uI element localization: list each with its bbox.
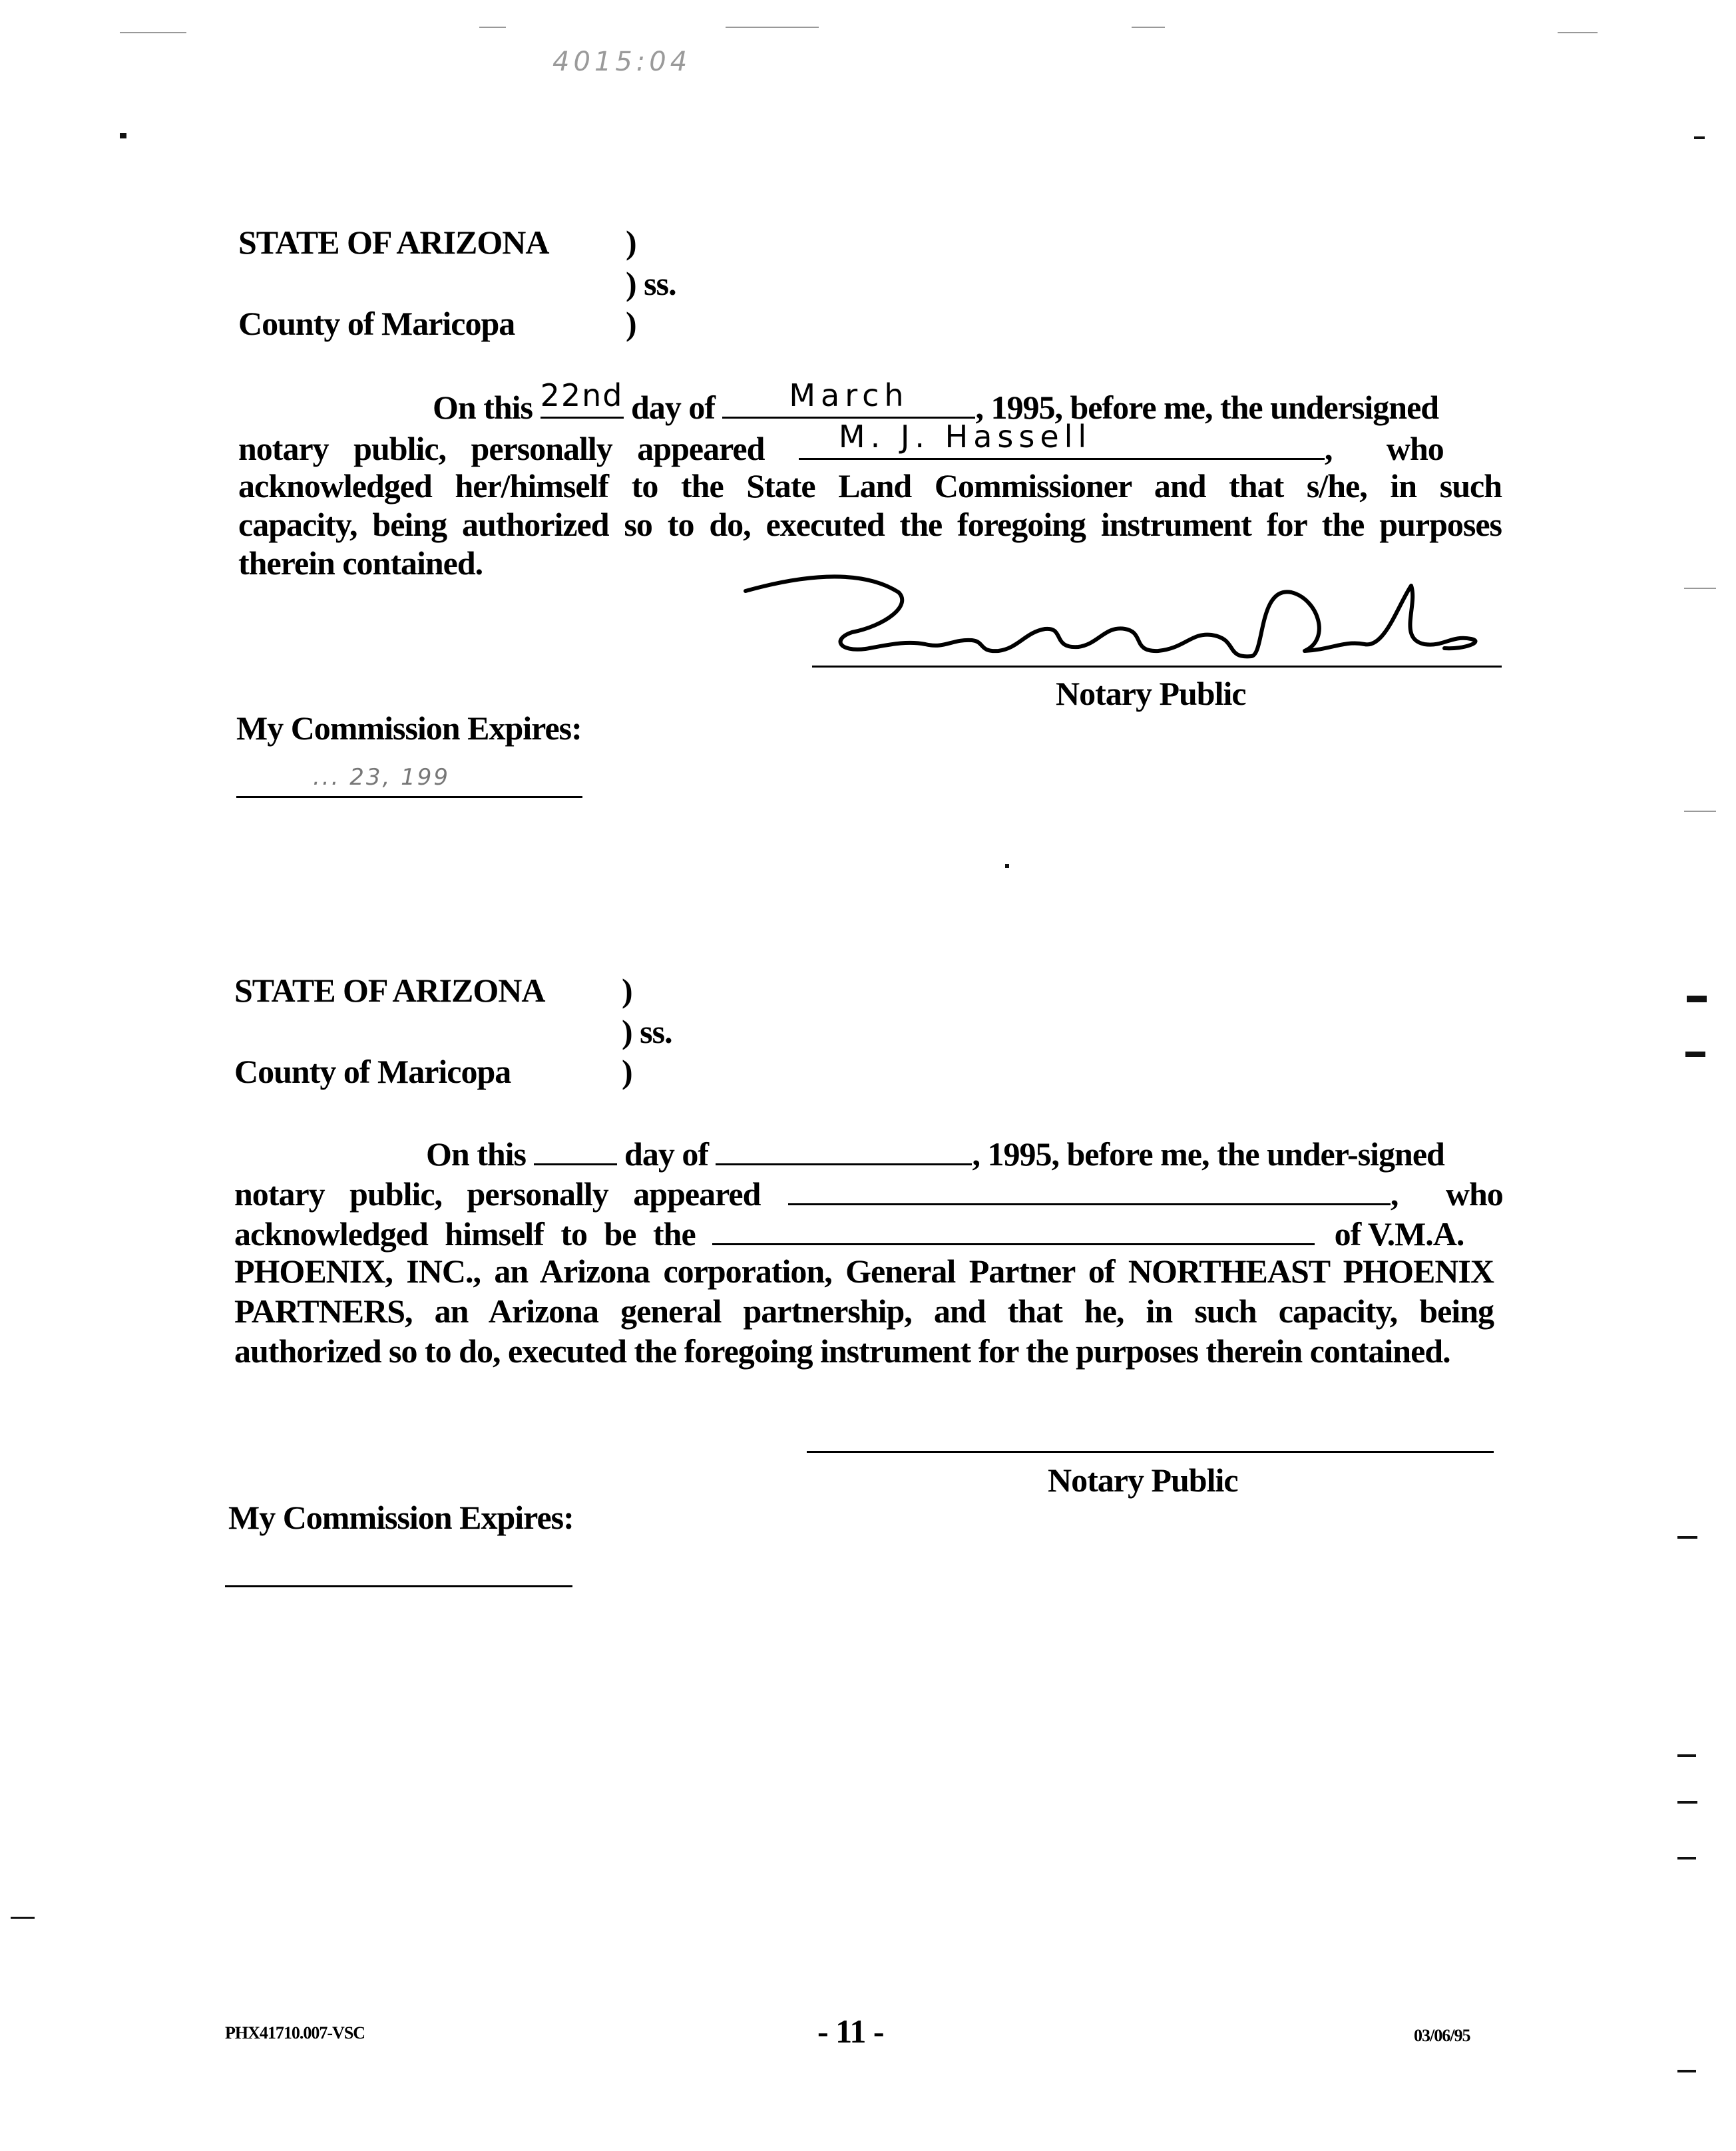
notary-signature-line [807,1451,1494,1453]
scan-artifact [120,32,186,33]
scan-artifact [1558,32,1598,33]
day-of-label: day of [624,1135,708,1173]
scan-artifact [1677,1536,1697,1539]
scan-artifact [1132,27,1165,28]
commission-expires-line [225,1585,572,1587]
notary-signature-line [812,666,1502,668]
appeared-name-handwritten: M. J. Hassell [838,419,1092,455]
document-id: PHX41710.007-VSC [225,2023,365,2043]
commission-expires-value: ... 23, 199 [313,764,451,791]
scan-artifact [1677,1801,1697,1804]
year-clause: , 1995, before me, the undersigned [975,389,1439,426]
day-field [540,377,624,419]
day-handwritten: 22nd [540,377,624,413]
appeared-name-field [788,1171,1391,1205]
notary-signature [732,566,1504,679]
commission-expires-label: My Commission Expires: [236,709,582,747]
ss-label: ) ss. [626,265,676,302]
commission-expires-label: My Commission Expires: [228,1499,574,1536]
personally-appeared-label: notary public, personally appeared [238,430,765,467]
page-number: - 11 - [817,2013,884,2050]
paren: ) [622,972,632,1009]
state-heading: STATE OF ARIZONA [234,972,545,1009]
paren: ) [622,1053,632,1090]
scan-artifact [1685,1052,1705,1057]
on-this-label: On this [426,1135,527,1173]
acknowledgment-line-5: therein contained. [238,544,483,582]
scan-artifact [1694,136,1705,139]
on-this-label: On this [433,389,533,426]
who-label: , who [1390,1175,1503,1213]
scan-artifact [1684,811,1716,812]
ss-label: ) ss. [622,1013,672,1050]
scan-artifact [11,1917,35,1919]
acknowledgment-line-2 [234,1171,1503,1214]
notary-public-label: Notary Public [1048,1462,1238,1499]
month-field [716,1131,972,1165]
top-stamp: 4015:04 [552,47,692,77]
acknowledgment-line-3: acknowledged her/himself to the State Land Commissioner and that s/he, in such [238,467,1502,504]
month-field [722,377,975,419]
scan-artifact [726,27,819,28]
personally-appeared-label: notary public, personally appeared [234,1175,761,1213]
scan-artifact [1005,864,1009,868]
acknowledged-label: acknowledged himself to be the [234,1215,696,1253]
paren: ) [626,224,636,261]
acknowledgment-line-4: PHOENIX, INC., an Arizona corporation, General Partner of NORTHEAST PHOENIX [234,1253,1494,1290]
day-of-label: day of [631,389,715,426]
paren: ) [626,305,636,342]
commission-expires-line [236,796,582,798]
acknowledgment-line-6: authorized so to do, executed the foregoing instrument for the purposes therein contained. [234,1332,1450,1370]
acknowledgment-line-2 [238,419,1502,469]
county-heading: County of Maricopa [234,1053,511,1090]
scan-artifact [1677,1857,1696,1859]
year-clause: , 1995, before me, the under-signed [972,1135,1444,1173]
acknowledgment-line-5: PARTNERS, an Arizona general partnership, and that he, in such capacity, being [234,1292,1494,1330]
scan-artifact [1677,2070,1696,2072]
scan-artifact [1677,1754,1696,1757]
notary-public-label: Notary Public [1056,675,1246,712]
title-field [712,1211,1315,1245]
scan-artifact [120,133,126,138]
appeared-name-field [799,419,1325,460]
acknowledgment-line-4: capacity, being authorized so to do, executed the foregoing instrument for the purposes [238,506,1502,543]
acknowledgment-line-1 [426,1131,1494,1174]
scan-artifact [479,27,506,28]
day-field [534,1131,617,1165]
who-label: , who [1324,430,1444,467]
state-heading: STATE OF ARIZONA [238,224,549,261]
of-vma-label: of V.M.A. [1334,1215,1464,1253]
month-handwritten: March [789,377,909,413]
document-date: 03/06/95 [1414,2026,1470,2045]
acknowledgment-line-3 [234,1211,1494,1254]
scan-artifact [1684,588,1716,589]
scan-artifact [1687,996,1707,1002]
county-heading: County of Maricopa [238,305,515,342]
